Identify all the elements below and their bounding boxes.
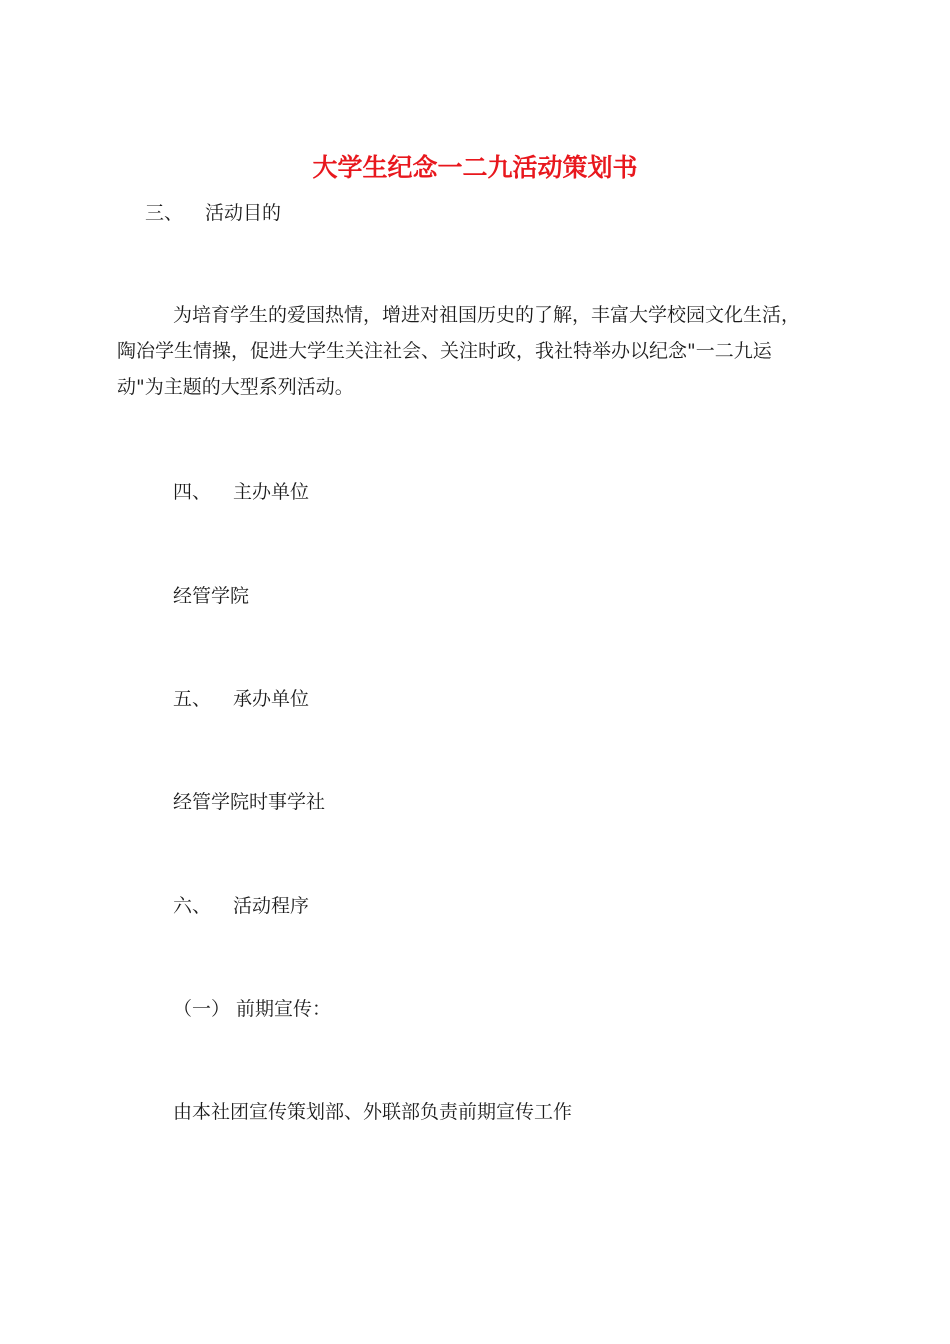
paragraph-line: 动"为主题的大型系列活动。 [117,376,354,398]
subsection-label: 前期宣传： [236,998,332,1020]
purpose-paragraph [117,297,805,405]
section-number: 四、 [173,481,212,503]
subsection-number: （一） [173,998,231,1020]
publicity-text: 由本社团宣传策划部、外联部负责前期宣传工作 [173,1101,573,1123]
subsection-heading-publicity [173,996,331,1022]
document-title: 大学生纪念一二九活动策划书 [312,153,638,182]
organizer-unit-text: 经管学院时事学社 [173,791,326,813]
section-heading-procedure [173,893,309,919]
section-label: 主办单位 [233,481,310,503]
host-unit-text: 经管学院 [173,585,250,607]
section-label: 活动目的 [205,202,282,224]
section-label: 承办单位 [233,688,310,710]
paragraph-line: 陶冶学生情操，促进大学生关注社会、关注时政，我社特举办以纪念"一二九运 [117,340,772,362]
section-label: 活动程序 [233,895,310,917]
section-heading-organizer [173,686,309,712]
section-number: 五、 [173,688,212,710]
paragraph-line: 为培育学生的爱国热情，增进对祖国历史的了解，丰富大学校园文化生活， [173,304,801,326]
section-number: 六、 [173,895,212,917]
section-heading-host [173,479,309,505]
section-heading-purpose [145,200,281,226]
section-number: 三、 [145,202,184,224]
